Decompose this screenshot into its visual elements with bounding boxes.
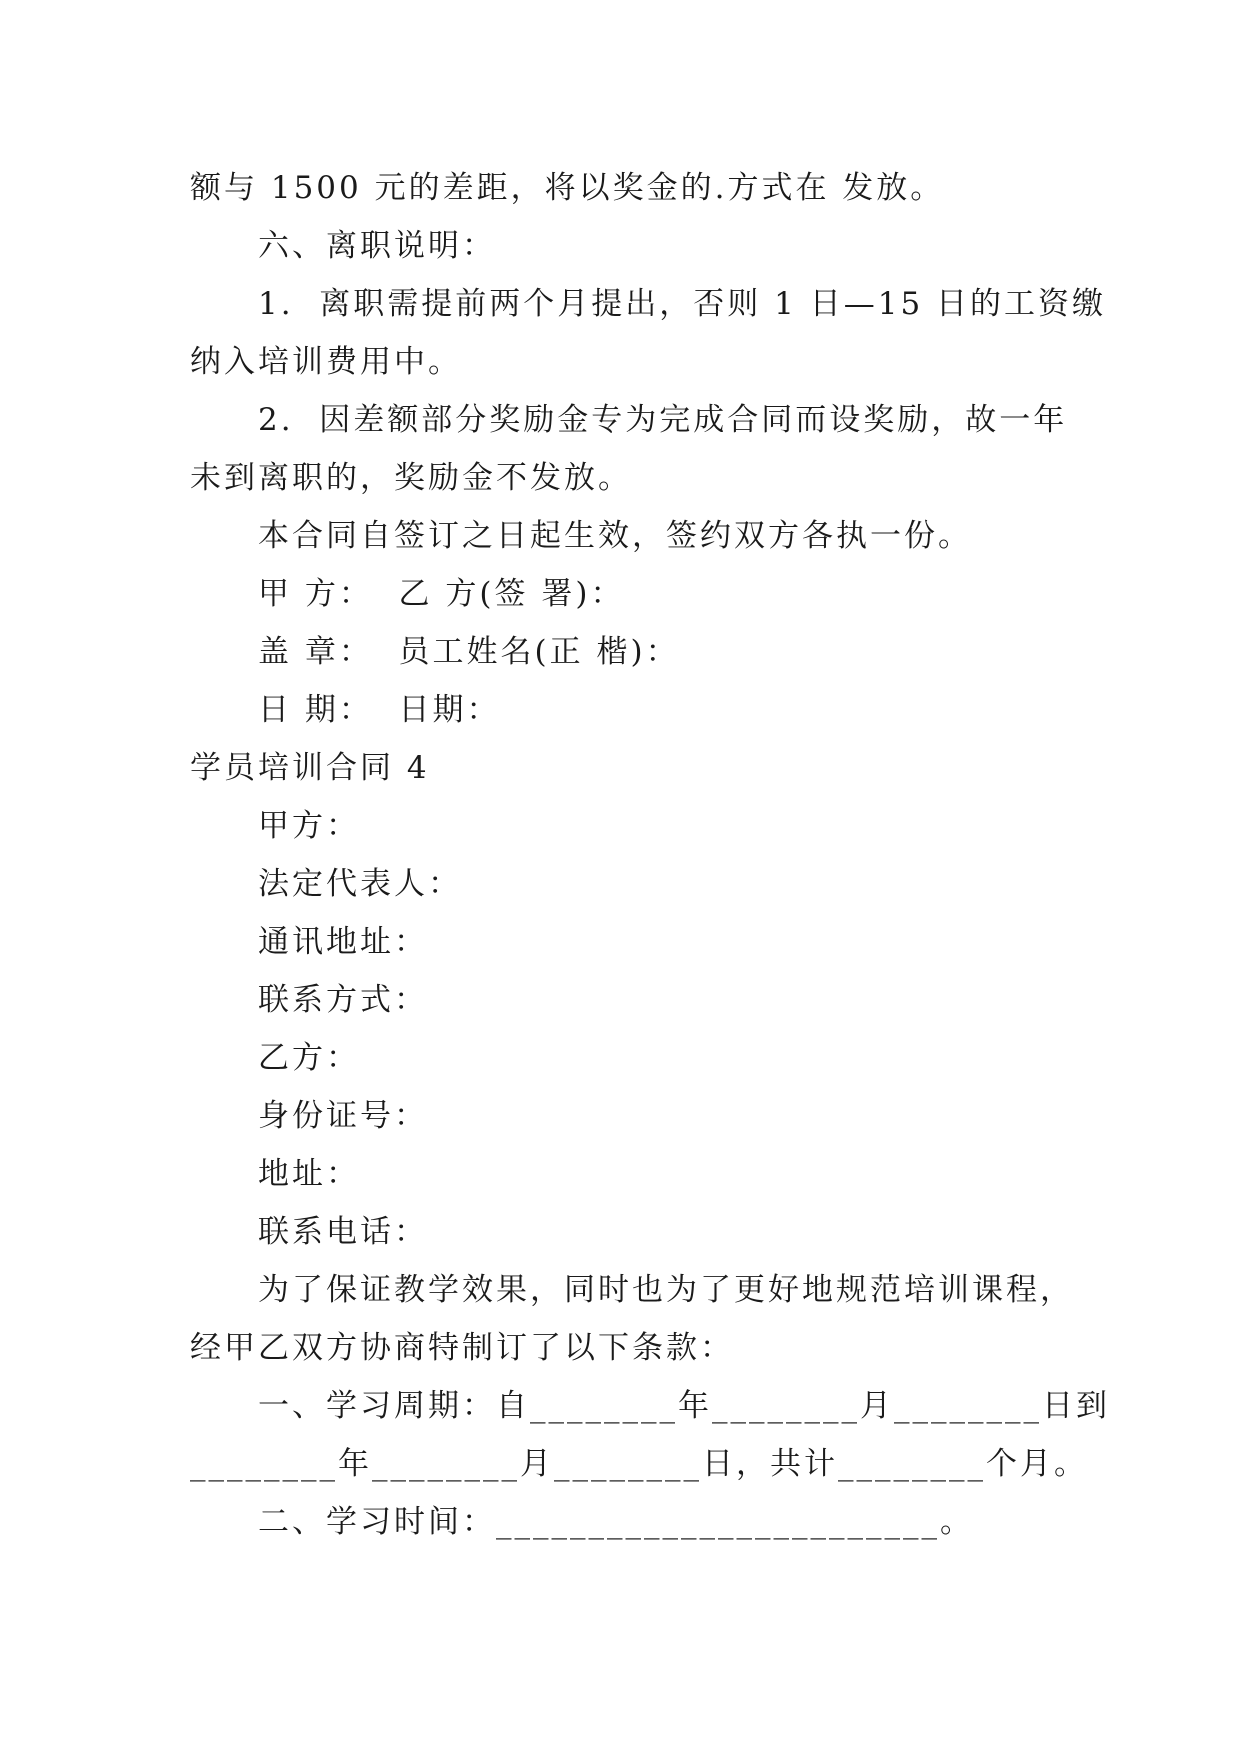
field-label: 身份证号： (258, 1098, 428, 1134)
text-line: 二、学习时间：________________________。 (258, 1504, 974, 1540)
field-label: 甲方： (258, 808, 360, 844)
field-label: 联系电话： (258, 1214, 428, 1250)
text-line: 1. 离职需提前两个月提出，否则 1 日—15 日的工资缴 (258, 286, 1107, 322)
field-label: 乙方： (258, 1040, 360, 1076)
signature-line: 盖 章： 员工姓名(正 楷)： (258, 634, 680, 670)
signature-line: 甲 方： 乙 方(签 署)： (258, 576, 625, 612)
field-label: 地址： (258, 1156, 360, 1192)
text-line: 未到离职的，奖励金不发放。 (190, 460, 632, 496)
text-line: 为了保证教学效果，同时也为了更好地规范培训课程， (258, 1272, 1074, 1308)
field-label: 联系方式： (258, 982, 428, 1018)
field-label: 法定代表人： (258, 866, 462, 902)
text-line: 2. 因差额部分奖励金专为完成合同而设奖励，故一年 (258, 402, 1068, 438)
text-line: 额与 1500 元的差距，将以奖金的.方式在 发放。 (190, 170, 945, 206)
text-line: 纳入培训费用中。 (190, 344, 462, 380)
text-line: 一、学习周期：自________年________月________日到 (258, 1388, 1110, 1424)
text-line: ________年________月________日，共计________个月。 (190, 1446, 1088, 1482)
section-heading: 六、离职说明： (258, 228, 496, 264)
contract-title: 学员培训合同 4 (190, 750, 430, 786)
field-label: 通讯地址： (258, 924, 428, 960)
text-line: 本合同自签订之日起生效，签约双方各执一份。 (258, 518, 972, 554)
text-line: 经甲乙双方协商特制订了以下条款： (190, 1330, 734, 1366)
signature-line: 日 期： 日期： (258, 692, 501, 728)
